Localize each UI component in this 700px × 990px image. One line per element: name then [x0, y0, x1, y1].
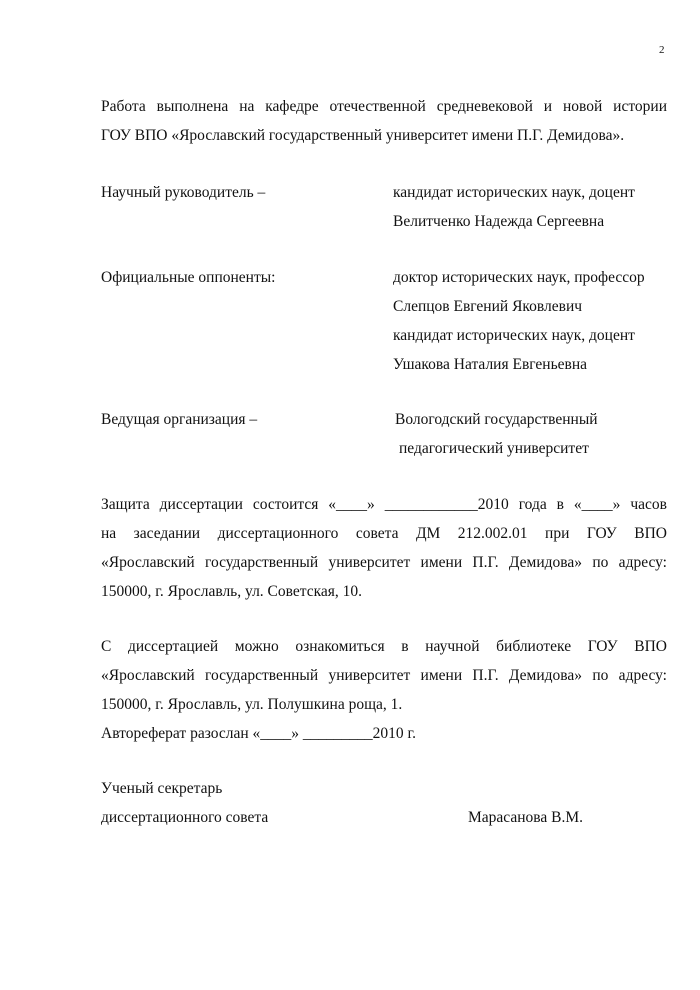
opponents-block [393, 263, 645, 379]
defense-line-3: «Ярославский государственный университет имени П.Г. Демидова» по адресу: [101, 554, 667, 571]
secretary-title-line-2: диссертационного совета [101, 809, 269, 826]
opponents-label: Официальные оппоненты: [101, 269, 276, 286]
intro-line-1: Работа выполнена на кафедре отечественной средневековой и новой истории [101, 98, 667, 115]
library-line-3: 150000, г. Ярославль, ул. Полушкина роща, 1. [101, 696, 403, 713]
defense-line-2: на заседании диссертационного совета ДМ 212.002.01 при ГОУ ВПО [101, 525, 667, 542]
library-line-2: «Ярославский государственный университет имени П.Г. Демидова» по адресу: [101, 667, 667, 684]
leading-org-block [395, 405, 598, 463]
leading-org-label: Ведущая организация – [101, 411, 258, 428]
supervisor-name: Велитченко Надежда Сергеевна [393, 213, 605, 230]
intro-paragraph [101, 92, 667, 150]
defense-line-1: Защита диссертации состоится «____» ____________2010 года в «____» часов [101, 496, 667, 513]
secretary-title-line-1: Ученый секретарь [101, 780, 223, 797]
supervisor-block [393, 178, 635, 236]
defense-line-4: 150000, г. Ярославль, ул. Советская, 10. [101, 583, 363, 600]
page-number: 2 [659, 44, 665, 56]
defense-paragraph [101, 490, 667, 606]
opponent-1-name: Слепцов Евгений Яковлевич [393, 298, 583, 315]
intro-line-2: ГОУ ВПО «Ярославский государственный университет имени П.Г. Демидова». [101, 127, 625, 144]
leading-org-line-1: Вологодский государственный [395, 411, 598, 428]
library-line-1: С диссертацией можно ознакомиться в научной библиотеке ГОУ ВПО [101, 638, 667, 655]
opponent-1-title: доктор исторических наук, профессор [393, 269, 645, 286]
supervisor-title: кандидат исторических наук, доцент [393, 184, 635, 201]
supervisor-label: Научный руководитель – [101, 184, 266, 201]
leading-org-line-2: педагогический университет [399, 440, 589, 457]
opponent-2-name: Ушакова Наталия Евгеньевна [393, 356, 588, 373]
opponent-2-title: кандидат исторических наук, доцент [393, 327, 635, 344]
library-paragraph [101, 632, 667, 748]
secretary-name: Марасанова В.М. [468, 809, 584, 826]
library-line-4: Автореферат разослан «____» _________2010 г. [101, 725, 417, 742]
